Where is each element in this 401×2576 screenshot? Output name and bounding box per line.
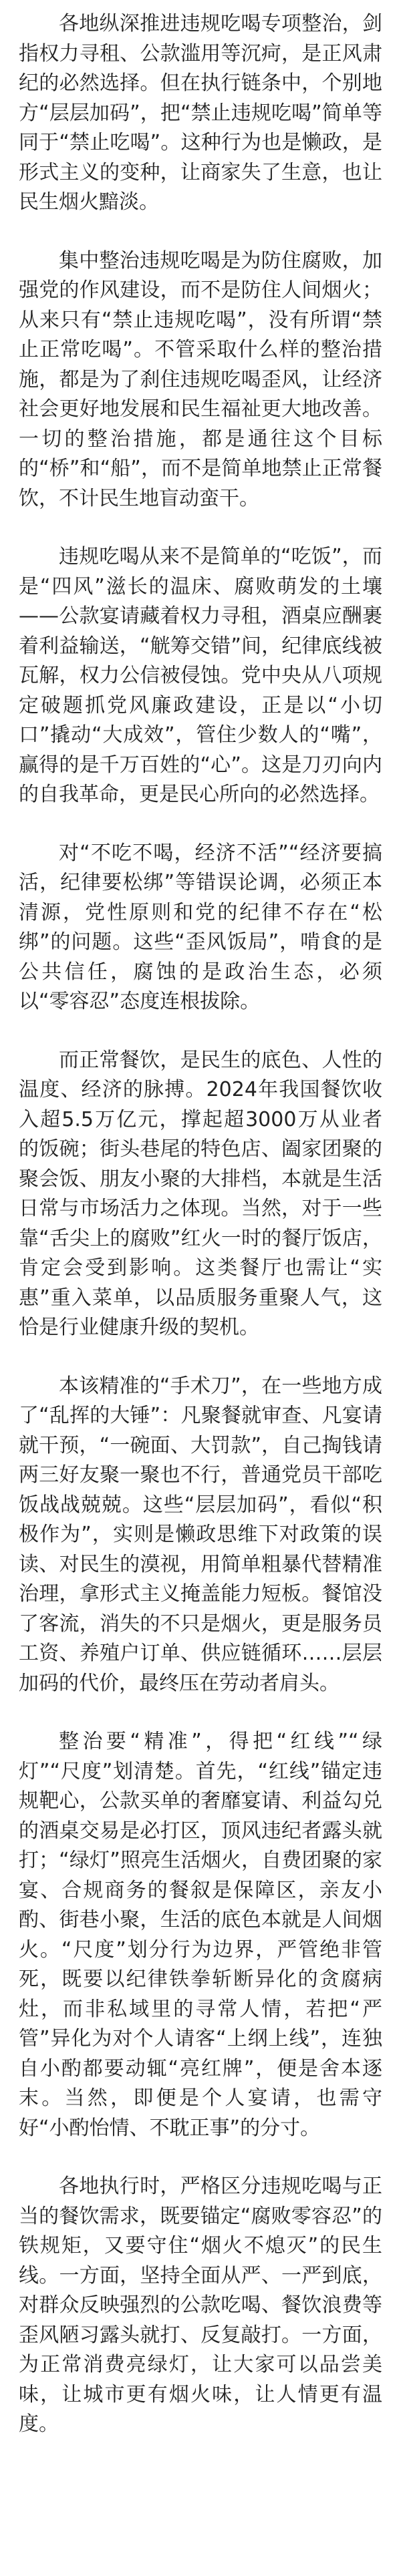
- paragraph-1: 各地纵深推进违规吃喝专项整治，剑指权力寻租、公款滥用等沉疴，是正风肃纪的必然选择。但在执行链条中，个别地方“层层加码”，把“禁止违规吃喝”简单等同于“禁止吃喝”。这种行为也是懒政，是形式主义的变种，让商家失了生意，也让民生烟火黯淡。: [19, 12, 382, 214]
- paragraph-3: 违规吃喝从来不是简单的“吃饭”，而是“四风”滋长的温床、腐败萌发的土壤——公款宴请藏着权力寻租，酒桌应酬裹着利益输送，“觥筹交错”间，纪律底线被瓦解，权力公信被侵蚀。党中央从八项规定破题抓党风廉政建设，正是以“小切口”撬动“大成效”，管住少数人的“嘴”，赢得的是千万百姓的“心”。这是刀刃向内的自我革命，更是民心所向的必然选择。: [19, 545, 382, 806]
- paragraph-4: 对“不吃不喝，经济不活”“经济要搞活，纪律要松绑”等错误论调，必须正本清源，党性原则和党的纪律不存在“松绑”的问题。这些“歪风饭局”，啃食的是公共信任，腐蚀的是政治生态，必须以“零容忍”态度连根拔除。: [19, 841, 382, 1013]
- paragraph-8: 各地执行时，严格区分违规吃喝与正当的餐饮需求，既要锚定“腐败零容忍”的铁规矩，又要守住“烟火不熄灭”的民生线。一方面，坚持全面从严、一严到底，对群众反映强烈的公款吃喝、餐饮浪费等歪风陋习露头就打、反复敲打。一方面，为正常消费亮绿灯，让大家可以品尝美味，让城市更有烟火味，让人情更有温度。: [19, 2175, 382, 2436]
- paragraph-7: 整治要“精准”，得把“红线”“绿灯”“尺度”划清楚。首先，“红线”锚定违规靶心，公款买单的奢靡宴请、利益勾兑的酒桌交易是必打区，顶风违纪者露头就打；“绿灯”照亮生活烟火，自费团聚的家宴、合规商务的餐叙是保障区，亲友小酌、街巷小聚，生活的底色本就是人间烟火。“尺度”划分行为边界，严管绝非管死，既要以纪律铁拳斩断异化的贪腐病灶，而非私域里的寻常人情，若把“严管”异化为对个人请客“上纲上线”，连独自小酌都要动辄“亮红牌”，便是舍本逐末。当然，即便是个人宴请，也需守好“小酌怡情、不耽正事”的分寸。: [19, 1730, 382, 2140]
- paragraph-5: 而正常餐饮，是民生的底色、人性的温度、经济的脉搏。2024年我国餐饮收入超5.5万亿元，撑起超3000万从业者的饭碗；街头巷尾的特色店、阖家团聚的聚会饭、朋友小聚的大排档，本就是生活日常与市场活力之体现。当然，对于一些靠“舌尖上的腐败”红火一时的餐厅饭店，肯定会受到影响。这类餐厅也需让“实惠”重入菜单，以品质服务重聚人气，这恰是行业健康升级的契机。: [19, 1048, 382, 1339]
- paragraph-6: 本该精准的“手术刀”，在一些地方成了“乱挥的大锤”：凡聚餐就审查、凡宴请就干预，“一碗面、大罚款”，自己掏钱请两三好友聚一聚也不行，普通党员干部吃饭战战兢兢。这些“层层加码”，看似“积极作为”，实则是懒政思维下对政策的误读、对民生的漠视，用简单粗暴代替精准治理，拿形式主义掩盖能力短板。餐馆没了客流，消失的不只是烟火，更是服务员工资、养殖户订单、供应链循环……层层加码的代价，最终压在劳动者肩头。: [19, 1374, 382, 1695]
- paragraph-2: 集中整治违规吃喝是为防住腐败，加强党的作风建设，而不是防住人间烟火；从来只有“禁止违规吃喝”，没有所谓“禁止正常吃喝”。不管采取什么样的整治措施，都是为了刹住违规吃喝歪风，让经济社会更好地发展和民生福祉更大地改善。一切的整治措施，都是通往这个目标的“桥”和“船”，而不是简单地禁止正常餐饮，不计民生地盲动蛮干。: [19, 248, 382, 510]
